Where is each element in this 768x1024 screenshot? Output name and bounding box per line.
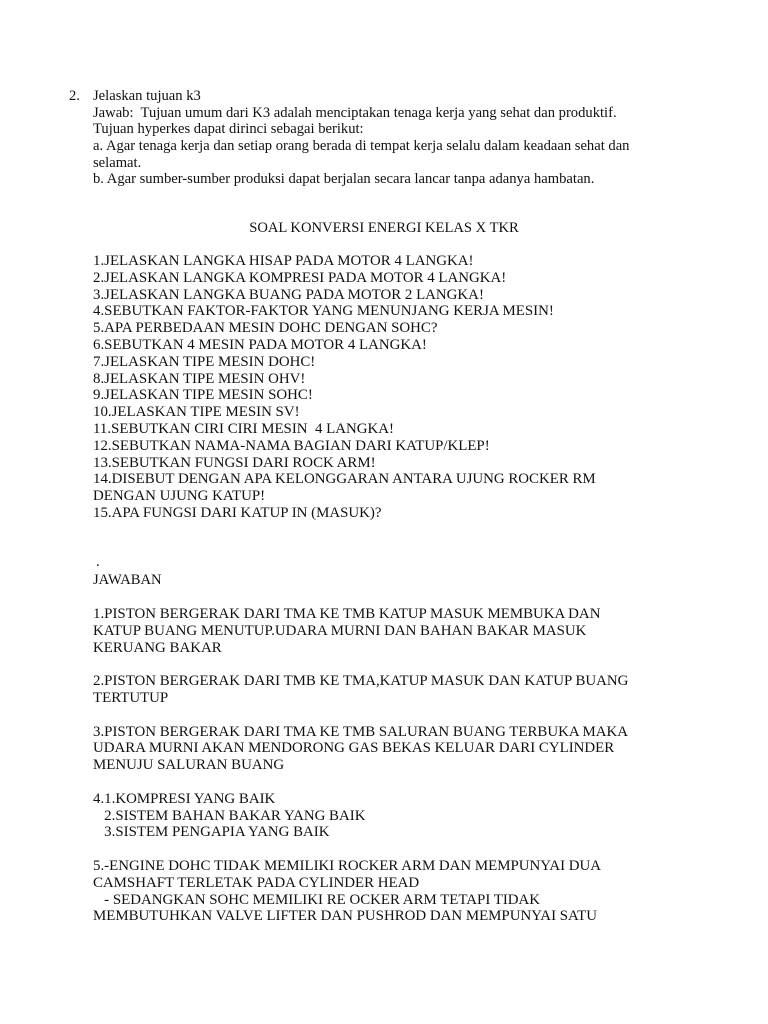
answer-line: MEMBUTUHKAN VALVE LIFTER DAN PUSHROD DAN MEMPUNYAI SATU	[93, 908, 597, 925]
question-item: 4.SEBUTKAN FAKTOR-FAKTOR YANG MENUNJANG KERJA MESIN!	[93, 303, 554, 320]
answers-heading: JAWABAN	[93, 572, 162, 588]
answer-line: 5.-ENGINE DOHC TIDAK MEMILIKI ROCKER ARM DAN MEMPUNYAI DUA	[93, 857, 602, 874]
question-item: 14.DISEBUT DENGAN APA KELONGGARAN ANTARA UJUNG ROCKER RM	[93, 471, 596, 488]
intro-line: a. Agar tenaga kerja dan setiap orang berada di tempat kerja selalu dalam keadaan sehat dan	[93, 138, 630, 155]
answer-line: UDARA MURNI AKAN MENDORONG GAS BEKAS KELUAR DARI CYLINDER	[93, 740, 615, 757]
answer-line: CAMSHAFT TERLETAK PADA CYLINDER HEAD	[93, 874, 420, 891]
question-item: 2.JELASKAN LANGKA KOMPRESI PADA MOTOR 4 LANGKA!	[93, 269, 507, 286]
intro-line: Jelaskan tujuan k3	[93, 88, 201, 104]
question-item: 3.JELASKAN LANGKA BUANG PADA MOTOR 2 LANGKA!	[93, 286, 484, 303]
answer-line: 3.PISTON BERGERAK DARI TMA KE TMB SALURAN BUANG TERBUKA MAKA	[93, 723, 629, 740]
question-item: 15.APA FUNGSI DARI KATUP IN (MASUK)?	[93, 504, 382, 521]
intro-line: selamat.	[93, 154, 142, 171]
answer-line	[93, 841, 768, 858]
question-item: 9.JELASKAN TIPE MESIN SOHC!	[93, 387, 313, 404]
document-title: SOAL KONVERSI ENERGI KELAS X TKR	[249, 220, 519, 236]
answer-line: - SEDANGKAN SOHC MEMILIKI RE OCKER ARM TETAPI TIDAK	[93, 891, 541, 908]
answer-line: 2.PISTON BERGERAK DARI TMB KE TMA,KATUP MASUK DAN KATUP BUANG	[93, 673, 629, 690]
answer-line: TERTUTUP	[93, 689, 169, 706]
intro-line: Jawab: Tujuan umum dari K3 adalah menciptakan tenaga kerja yang sehat dan produktif.	[93, 104, 617, 121]
intro-line: b. Agar sumber-sumber produksi dapat berjalan secara lancar tanpa adanya hambatan.	[93, 171, 595, 188]
answer-line: 4.1.KOMPRESI YANG BAIK	[93, 790, 276, 807]
question-item: 1.JELASKAN LANGKA HISAP PADA MOTOR 4 LANGKA!	[93, 253, 474, 269]
stray-dot: .	[96, 554, 100, 570]
answer-list	[93, 606, 768, 925]
question-item: DENGAN UJUNG KATUP!	[93, 488, 266, 505]
question-item: 13.SEBUTKAN FUNGSI DARI ROCK ARM!	[93, 454, 376, 471]
intro-block	[93, 88, 768, 188]
question-item: 6.SEBUTKAN 4 MESIN PADA MOTOR 4 LANGKA!	[93, 336, 427, 353]
answer-line: MENUJU SALURAN BUANG	[93, 757, 285, 774]
answer-line: KATUP BUANG MENUTUP.UDARA MURNI DAN BAHAN BAKAR MASUK	[93, 622, 587, 639]
answer-line	[93, 774, 768, 791]
question-list	[93, 253, 768, 522]
answer-line: KERUANG BAKAR	[93, 639, 222, 656]
answer-line: 3.SISTEM PENGAPIA YANG BAIK	[93, 824, 330, 841]
question-item: 10.JELASKAN TIPE MESIN SV!	[93, 404, 300, 421]
answer-line: 1.PISTON BERGERAK DARI TMA KE TMB KATUP MASUK MEMBUKA DAN	[93, 606, 601, 622]
question-item: 12.SEBUTKAN NAMA-NAMA BAGIAN DARI KATUP/KLEP!	[93, 437, 490, 454]
question-item: 8.JELASKAN TIPE MESIN OHV!	[93, 370, 306, 387]
item-number: 2.	[69, 88, 80, 104]
answer-line	[93, 707, 768, 724]
question-item: 5.APA PERBEDAAN MESIN DOHC DENGAN SOHC?	[93, 320, 438, 337]
answer-line: 2.SISTEM BAHAN BAKAR YANG BAIK	[93, 807, 366, 824]
answer-line	[93, 656, 768, 673]
question-item: 11.SEBUTKAN CIRI CIRI MESIN 4 LANGKA!	[93, 420, 394, 437]
question-item: 7.JELASKAN TIPE MESIN DOHC!	[93, 353, 316, 370]
intro-line: Tujuan hyperkes dapat dirinci sebagai berikut:	[93, 121, 364, 138]
